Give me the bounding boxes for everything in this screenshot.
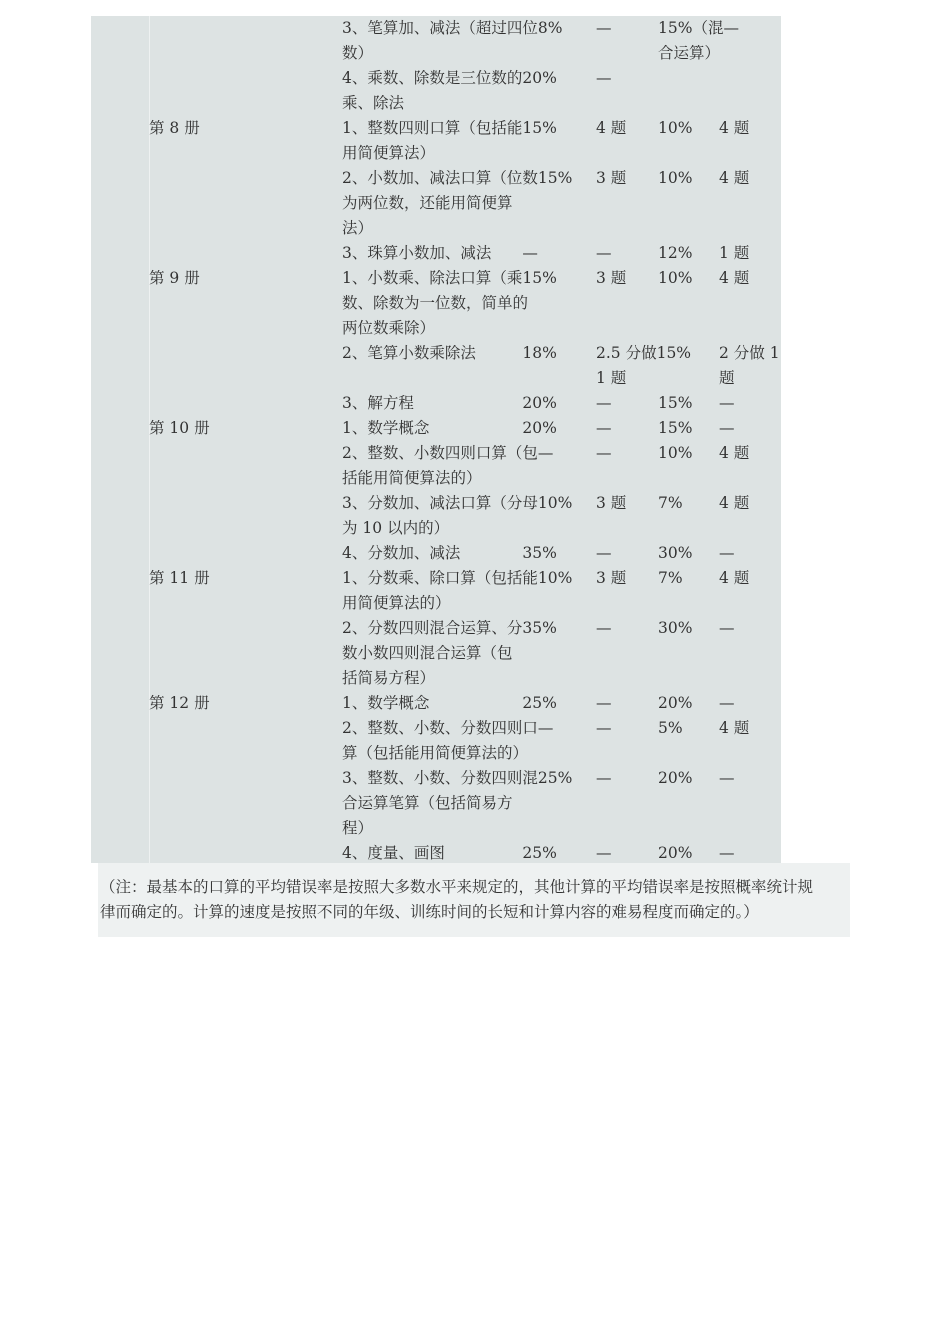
written-speed: 4 题 [719,444,750,462]
content-and-error-rate: 1、数学概念 20% [342,419,557,437]
oral-speed: — [596,769,612,787]
written-error-rate: 10% [658,444,693,462]
written-speed: — [719,544,735,562]
content-and-error-rate: 1、分数乘、除口算（包括能10% [342,569,573,587]
written-error-rate: 7% [658,569,683,587]
content-and-error-rate: 1、整数四则口算（包括能15% [342,119,557,137]
content-and-error-rate: 数） [342,44,374,62]
written-error-rate: 10% [658,169,693,187]
content-and-error-rate: 2、分数四则混合运算、分35% [342,619,557,637]
written-error-rate: 20% [658,694,693,712]
oral-speed: 3 题 [596,494,627,512]
content-and-error-rate: 为两位数，还能用简便算 [342,194,513,212]
written-speed: — [719,844,735,862]
content-and-error-rate: 2、小数加、减法口算（位数15% [342,169,573,187]
content-and-error-rate: 算（包括能用简便算法的） [342,744,529,762]
content-and-error-rate: 数小数四则混合运算（包 [342,644,513,662]
written-error-rate: 15% [658,419,693,437]
content-and-error-rate: 3、珠算小数加、减法 — [342,244,538,262]
oral-speed: — [596,419,612,437]
written-speed: 题 [719,369,735,387]
written-error-rate: 20% [658,844,693,862]
written-speed: 4 题 [719,119,750,137]
oral-speed: 4 题 [596,119,627,137]
written-speed: — [719,694,735,712]
content-and-error-rate: 两位数乘除） [342,319,436,337]
content-and-error-rate: 合运算笔算（包括简易方 [342,794,513,812]
written-error-rate: 20% [658,769,693,787]
content-and-error-rate: 1、数学概念 25% [342,694,557,712]
written-speed: 2 分做 1 [719,344,780,362]
content-and-error-rate: 1、小数乘、除法口算（乘15% [342,269,557,287]
oral-speed: 3 题 [596,269,627,287]
volume-label: 第 8 册 [149,119,200,137]
content-and-error-rate: 3、整数、小数、分数四则混25% [342,769,573,787]
content-and-error-rate: 4、乘数、除数是三位数的20% [342,69,557,87]
footnote-line-2: 律而确定的。计算的速度是按照不同的年级、训练时间的长短和计算内容的难易程度而确定的。） [100,903,759,921]
content-and-error-rate: 乘、除法 [342,94,405,112]
content-and-error-rate: 2、笔算小数乘除法 18% [342,344,557,362]
content-and-error-rate: 数、除数为一位数，简单的 [342,294,529,312]
written-error-rate: 10% [658,119,693,137]
content-and-error-rate: 2、整数、小数四则口算（包— [342,444,554,462]
content-and-error-rate: 括简易方程） [342,669,436,687]
written-error-rate: 15% [658,394,693,412]
written-speed: 4 题 [719,494,750,512]
content-and-error-rate: 用简便算法） [342,144,436,162]
written-error-rate: 15%（混— [658,19,739,37]
content-and-error-rate: 4、分数加、减法 35% [342,544,557,562]
footnote [98,863,850,937]
written-error-rate: 30% [658,544,693,562]
oral-speed: — [596,619,612,637]
written-speed: 4 题 [719,569,750,587]
written-speed: — [719,769,735,787]
oral-speed: — [596,844,612,862]
volume-label: 第 9 册 [149,269,200,287]
written-speed: 1 题 [719,244,750,262]
oral-speed: — [596,69,612,87]
content-and-error-rate: 用简便算法的） [342,594,451,612]
written-error-rate: 30% [658,619,693,637]
volume-label: 第 12 册 [149,694,210,712]
written-speed: — [719,394,735,412]
written-error-rate: 7% [658,494,683,512]
written-error-rate: 5% [658,719,683,737]
written-error-rate: 12% [658,244,693,262]
content-and-error-rate: 括能用简便算法的） [342,469,482,487]
oral-speed: — [596,19,612,37]
content-and-error-rate: 为 10 以内的） [342,519,450,537]
oral-speed: 2.5 分做15% [596,344,692,362]
written-speed: 4 题 [719,169,750,187]
oral-speed: 3 题 [596,169,627,187]
oral-speed: — [596,394,612,412]
written-speed: 4 题 [719,269,750,287]
written-speed: 4 题 [719,719,750,737]
written-error-rate: 合运算） [658,44,721,62]
oral-speed: — [596,244,612,262]
content-and-error-rate: 法） [342,219,374,237]
oral-speed: 1 题 [596,369,627,387]
written-speed: — [719,419,735,437]
content-and-error-rate: 3、分数加、减法口算（分母10% [342,494,573,512]
oral-speed: 3 题 [596,569,627,587]
content-and-error-rate: 程） [342,819,374,837]
oral-speed: — [596,694,612,712]
oral-speed: — [596,544,612,562]
written-error-rate: 10% [658,269,693,287]
written-speed: — [719,619,735,637]
content-and-error-rate: 4、度量、画图 25% [342,844,557,862]
oral-speed: — [596,719,612,737]
content-and-error-rate: 3、笔算加、减法（超过四位8% [342,19,563,37]
oral-speed: — [596,444,612,462]
volume-label: 第 11 册 [149,569,210,587]
volume-label: 第 10 册 [149,419,210,437]
footnote-line-1: （注：最基本的口算的平均错误率是按照大多数水平来规定的，其他计算的平均错误率是按照概率统计规 [100,878,814,896]
content-and-error-rate: 2、整数、小数、分数四则口— [342,719,554,737]
content-and-error-rate: 3、解方程 20% [342,394,557,412]
